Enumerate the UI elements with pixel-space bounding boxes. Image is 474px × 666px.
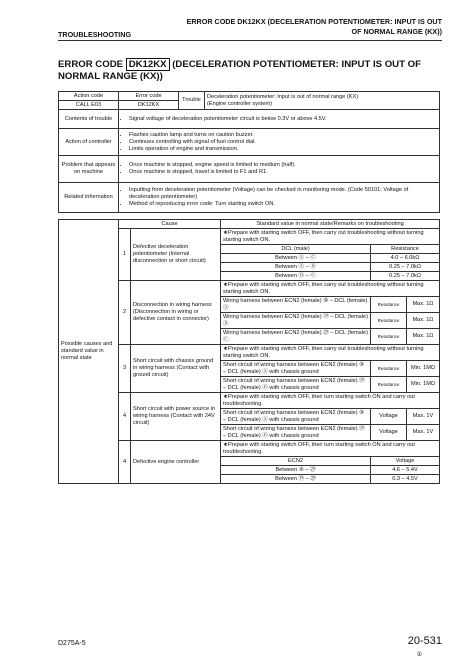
action-item: • Flashes caution lamp and turns on caution buzzer. — [129, 132, 437, 139]
cause-text: Short circuit with chassis ground in wiring harness (Contact with ground circuit) — [131, 345, 221, 393]
related-value — [119, 183, 440, 213]
measure-value: Max. 1Ω — [407, 313, 440, 329]
measure-kind: Resistance — [371, 313, 407, 329]
measure-value: Min. 1MΩ — [407, 361, 440, 377]
measure-value: 0.25 – 7.0kΩ — [371, 272, 440, 281]
model-label: D275A-5 — [58, 640, 86, 647]
error-code-value: DK12KX — [119, 101, 179, 110]
cause-text: Defective engine controller — [131, 441, 221, 484]
measure-point: Between ⑨ – ㉙ — [221, 466, 371, 475]
measure-value: 4.6 – 5.4V — [371, 466, 440, 475]
revision-mark: ① — [416, 652, 422, 658]
measure-value: 4.0 – 6.0kΩ — [371, 254, 440, 263]
measure-kind: Resistance — [371, 329, 407, 345]
problem-value — [119, 156, 440, 183]
cause-number: 4 — [119, 441, 131, 484]
action-value — [119, 129, 440, 156]
sub-head: ECN2 — [221, 457, 371, 466]
title-code: DK12KX — [126, 58, 170, 71]
action-item: • Continues controlling with signal of fuel control dial. — [129, 139, 437, 146]
standard-head: Standard value in normal state/Remarks on troubleshooting — [221, 220, 440, 229]
measure-value: 0.3 – 4.5V — [371, 475, 440, 484]
action-item: • Limits operation of engine and transmission. — [129, 146, 437, 153]
measure-value: Max. 1V — [407, 425, 440, 441]
related-item: • Inputting from deceleration potentiometer (Voltage) can be checked in monitoring mode. (Code 50101: Voltage of deceleration potentiometer) — [129, 187, 437, 201]
measure-point: Wiring harness between ECN2 (female) ㉙ – DCL (female) Ⓒ — [221, 329, 371, 345]
sub-head: DCL (male) — [221, 245, 371, 254]
measure-kind: Resistance — [371, 361, 407, 377]
trouble-label: Trouble — [179, 92, 205, 110]
related-label: Related information — [59, 183, 119, 213]
measure-kind: Voltage — [371, 425, 407, 441]
action-label: Action of controller — [59, 129, 119, 156]
running-header-line1: ERROR CODE DK12KX (DECELERATION POTENTIOMETER: INPUT IS OUT — [186, 17, 442, 26]
cause-number: 2 — [119, 281, 131, 345]
action-code-label: Action code — [59, 92, 119, 101]
trouble-line1: Deceleration potentiometer: Input is out of normal range (KX) — [207, 93, 359, 100]
measure-point: Short circuit of wiring harness between ECN2 (female) ⑨ – DCL (female) Ⓐ with chassis ground — [221, 361, 371, 377]
measure-value: 0.25 – 7.0kΩ — [371, 263, 440, 272]
measure-point: Between Ⓐ – Ⓒ — [221, 254, 371, 263]
trouble-value — [205, 92, 440, 110]
cause-note: ★Prepare with starting switch OFF, then turn starting switch ON and carry out troubleshooting. — [221, 441, 440, 457]
contents-label: Contents of trouble — [59, 110, 119, 129]
measure-point: Between ⑲ – ㉙ — [221, 475, 371, 484]
measure-point: Between Ⓐ – Ⓑ — [221, 263, 371, 272]
cause-text: Defective deceleration potentiometer (Internal disconnection or short circuit) — [131, 229, 221, 281]
info-table — [58, 91, 440, 213]
title-prefix: ERROR CODE — [58, 59, 126, 70]
running-header — [142, 17, 442, 37]
cause-number: 1 — [119, 229, 131, 281]
cause-number: 3 — [119, 345, 131, 393]
measure-value: Min. 1MΩ — [407, 377, 440, 393]
cause-text: Disconnection in wiring harness (Disconnection in wiring or defective contact in connector) — [131, 281, 221, 345]
causes-row-label: Possible causes and standard value in normal state — [59, 220, 119, 484]
page-title — [58, 59, 448, 83]
measure-point: Wiring harness between ECN2 (female) ⑲ – DCL (female) Ⓑ — [221, 313, 371, 329]
measure-kind: Voltage — [371, 409, 407, 425]
causes-table — [58, 219, 440, 484]
running-header-line2: OF NORMAL RANGE (KX)) — [351, 27, 442, 36]
action-code-value: CALL E03 — [59, 101, 119, 110]
contents-value — [119, 110, 440, 129]
page-number: 20-531 — [407, 635, 442, 647]
measure-kind: Resistance — [371, 297, 407, 313]
measure-kind: Resistance — [371, 377, 407, 393]
cause-text: Short circuit with power source in wiring harness (Contact with 24V circuit) — [131, 393, 221, 441]
measure-point: Short circuit of wiring harness between ECN2 (female) ⑨ – DCL (female) Ⓐ with chassis ground — [221, 409, 371, 425]
measure-point: Between Ⓑ – Ⓒ — [221, 272, 371, 281]
title-suffix: (DECELERATION POTENTIOMETER: INPUT IS OUT OF NORMAL RANGE (KX)) — [58, 59, 421, 82]
measure-point: Wiring harness between ECN2 (female) ⑨ – DCL (female) Ⓐ — [221, 297, 371, 313]
measure-point: Short circuit of wiring harness between ECN2 (female) ⑲ – DCL (female) Ⓑ with chassis ground — [221, 425, 371, 441]
measure-value: Max. 1Ω — [407, 329, 440, 345]
measure-value: Max. 1Ω — [407, 297, 440, 313]
trouble-line2: (Engine controller system) — [207, 100, 272, 107]
cause-note: ★Prepare with starting switch OFF, then turn starting switch ON and carry out troubleshooting. — [221, 393, 440, 409]
contents-item: • Signal voltage of deceleration potentiometer circuit is below 0.3V or above 4.5V. — [129, 116, 437, 123]
cause-head: Cause — [119, 220, 221, 229]
header-rule — [58, 40, 442, 41]
cause-note: ★Prepare with starting switch OFF, then carry out troubleshooting without turning starting switch ON. — [221, 281, 440, 297]
error-code-label: Error code — [119, 92, 179, 101]
problem-item: • Once machine is stopped, engine speed is limited to medium (half). — [129, 162, 437, 169]
sub-head: Resistance — [371, 245, 440, 254]
cause-note: ★Prepare with starting switch OFF, then carry out troubleshooting without turning starting switch ON. — [221, 229, 440, 245]
section-label: TROUBLESHOOTING — [58, 30, 132, 39]
cause-note: ★Prepare with starting switch OFF, then carry out troubleshooting without turning starting switch ON. — [221, 345, 440, 361]
measure-value: Max. 1V — [407, 409, 440, 425]
problem-item: • Once machine is stopped, travel is limited to F1 and R1. — [129, 169, 437, 176]
related-item: • Method of reproducing error code: Turn starting switch ON. — [129, 201, 437, 208]
cause-number: 4 — [119, 393, 131, 441]
problem-label: Problem that appears on machine — [59, 156, 119, 183]
measure-point: Short circuit of wiring harness between ECN2 (female) ⑲ – DCL (female) Ⓑ with chassis ground — [221, 377, 371, 393]
sub-head: Voltage — [371, 457, 440, 466]
